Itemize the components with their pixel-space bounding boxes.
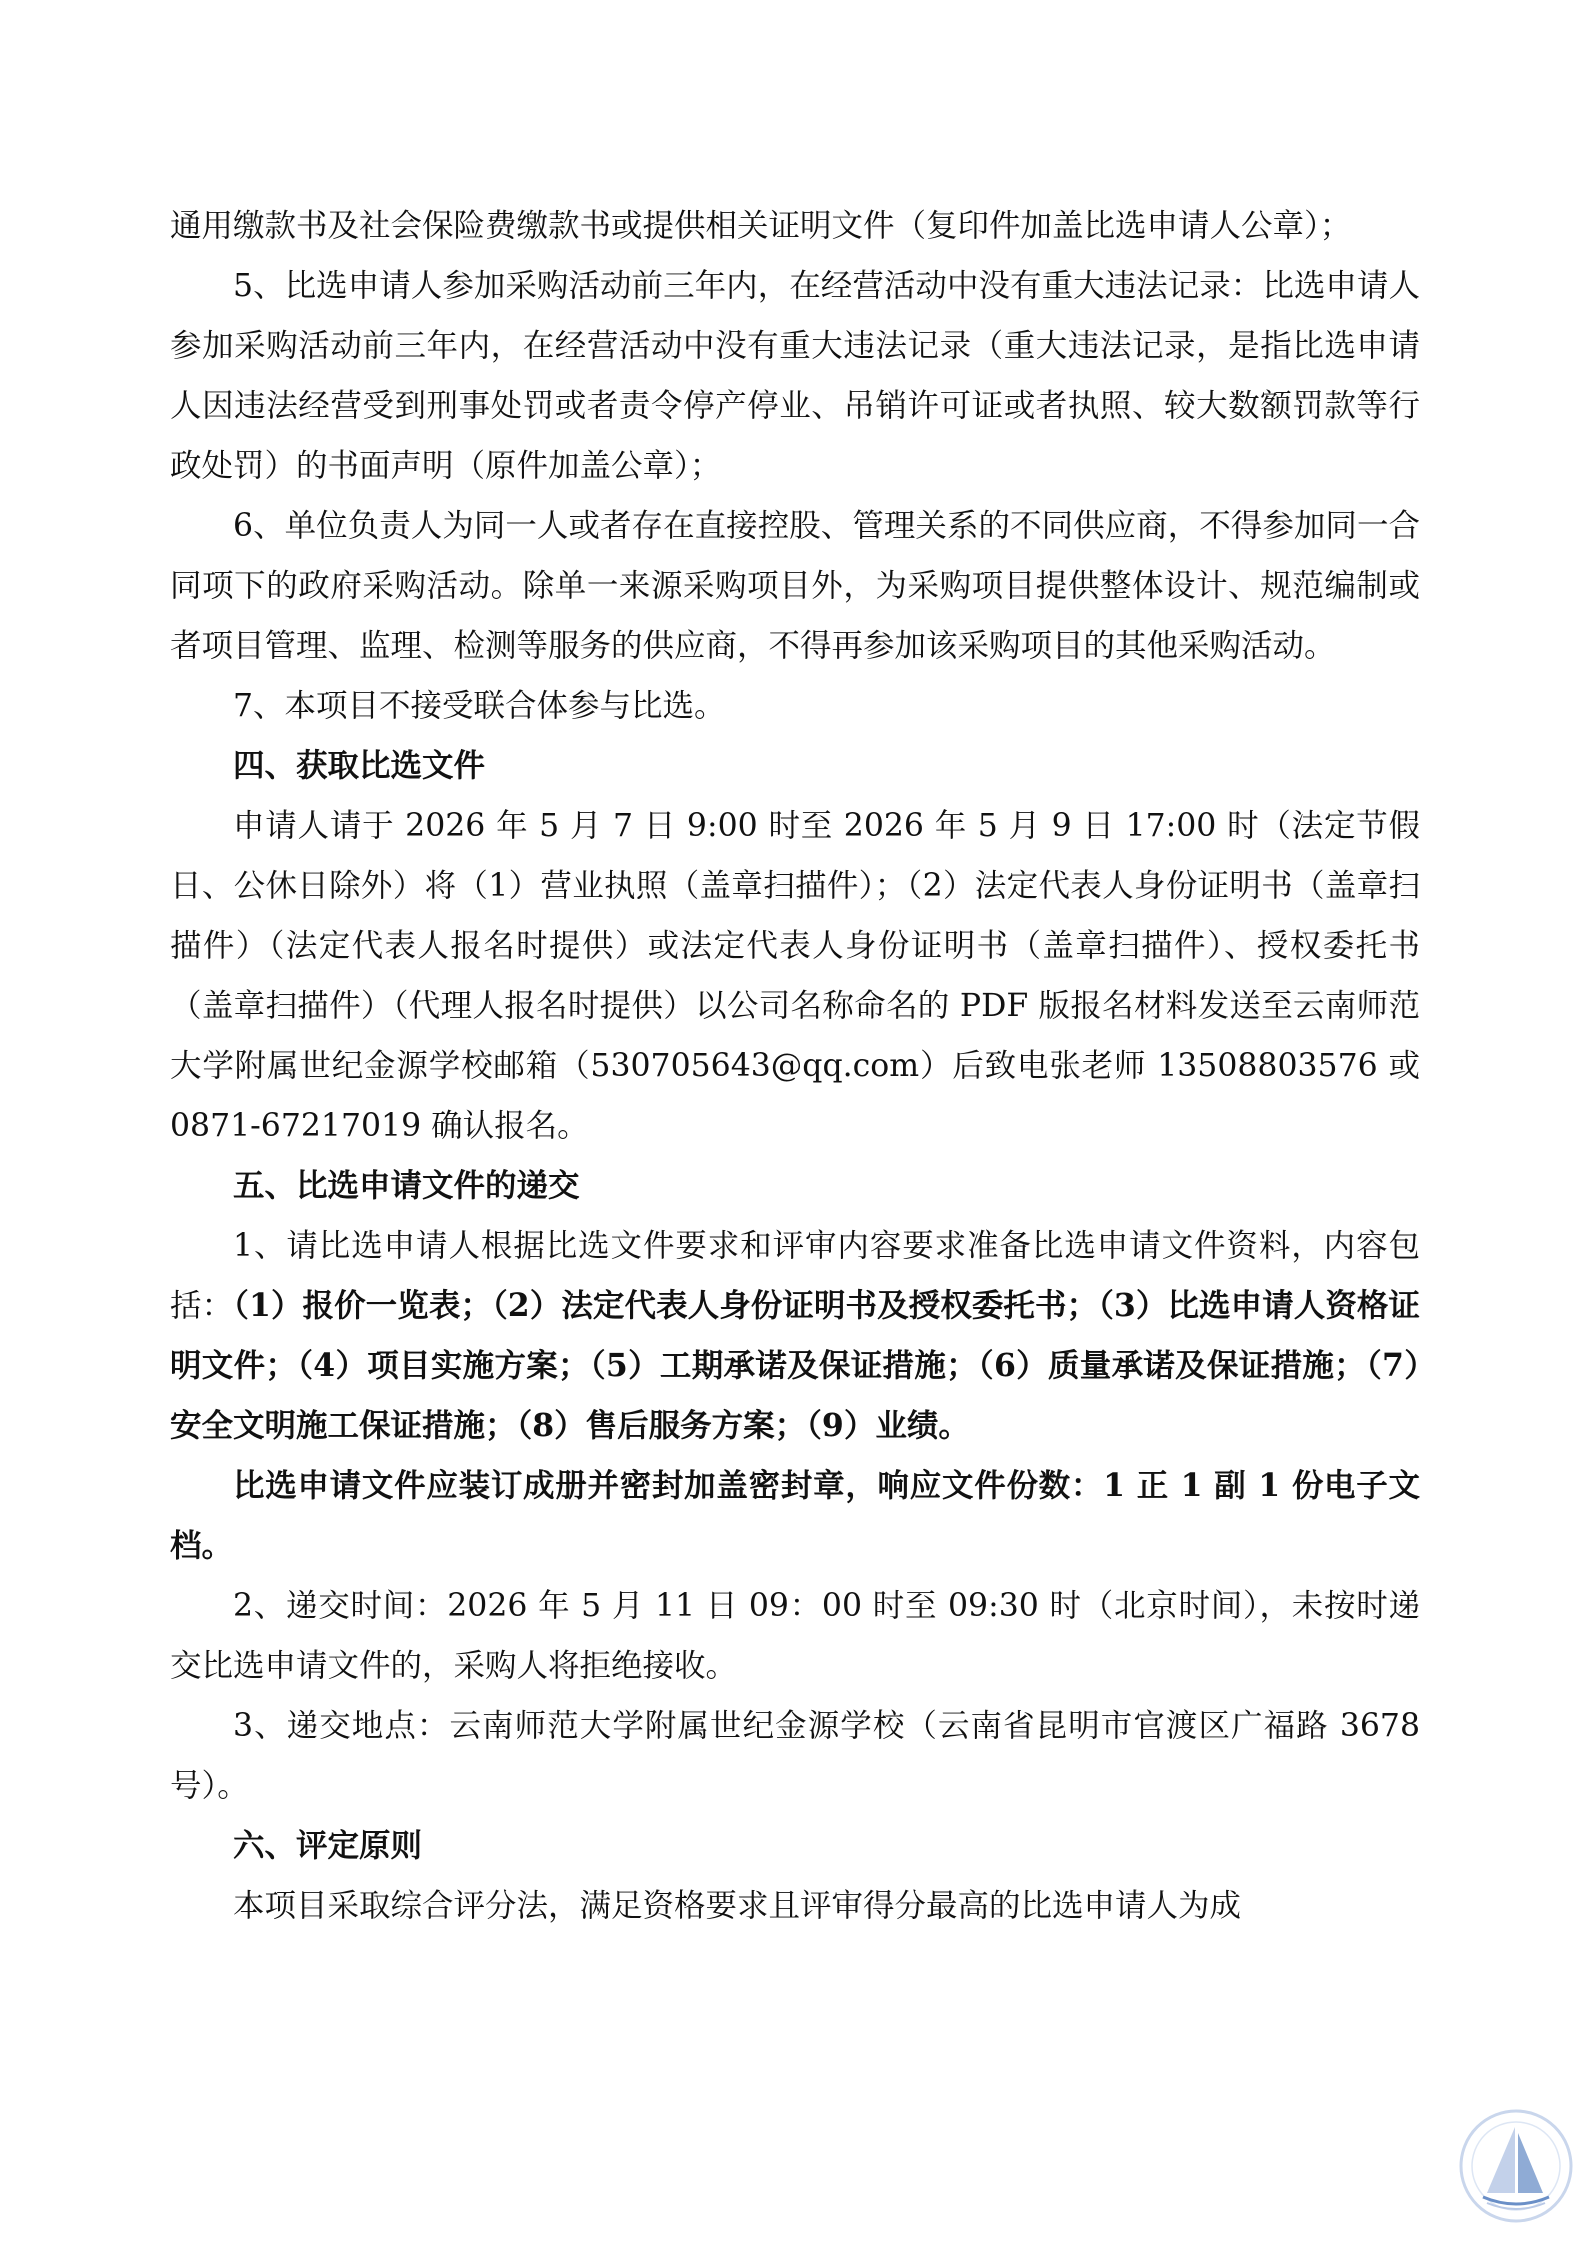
submission-contents-list: （1）报价一览表；（2）法定代表人身份证明书及授权委托书；（3）比选申请人资格证明文件；（4）项目实施方案；（5）工期承诺及保证措施；（6）质量承诺及保证措施；（7）安全文明施工保证措施；（8）售后服务方案；（9）业绩。 (170, 1287, 1420, 1444)
section-heading-5: 五、比选申请文件的递交 (233, 1167, 580, 1204)
paragraph-continued: 通用缴款书及社会保险费缴款书或提供相关证明文件（复印件加盖比选申请人公章）； (170, 208, 1352, 244)
submission-contents-intro: 1、请比选申请人根据比选文件要求和评审内容要求准备比选申请文件资料，内容包括： (170, 1228, 1420, 1324)
section-heading-6: 六、评定原则 (233, 1827, 423, 1864)
section-heading-4: 四、获取比选文件 (233, 747, 486, 784)
paragraph-obtain-documents: 申请人请于 2026 年 5 月 7 日 9:00 时至 2026 年 5 月 9 日 17:00 时（法定节假日、公休日除外）将（1）营业执照（盖章扫描件）；（2）法定代表人身份证明书（盖章扫描件）（法定代表人报名时提供）或法定代表人身份证明书（盖章扫描件）、授权委托书（盖章扫描件）（代理人报名时提供）以公司名称命名的 PDF 版报名材料发送至云南师范大学附属世纪金源学校邮箱（530705643@qq.com）后致电张老师 13508803576 或 0871-67217019 确认报名。 (170, 808, 1420, 1144)
paragraph-evaluation-principle: 本项目采取综合评分法，满足资格要求且评审得分最高的比选申请人为成 (233, 1888, 1242, 1924)
paragraph-item-6: 6、单位负责人为同一人或者存在直接控股、管理关系的不同供应商，不得参加同一合同项下的政府采购活动。除单一来源采购项目外，为采购项目提供整体设计、规范编制或者项目管理、监理、检测等服务的供应商，不得再参加该采购项目的其他采购活动。 (170, 508, 1420, 664)
paragraph-item-7: 7、本项目不接受联合体参与比选。 (233, 688, 726, 724)
paragraph-submission-contents (170, 1216, 1420, 1456)
document-body (170, 196, 1420, 1936)
paragraph-submission-place: 3、递交地点：云南师范大学附属世纪金源学校（云南省昆明市官渡区广福路 3678 号）。 (170, 1708, 1420, 1804)
paragraph-binding-requirement: 比选申请文件应装订成册并密封加盖密封章，响应文件份数：1 正 1 副 1 份电子文档。 (170, 1467, 1420, 1564)
school-sail-logo-icon (1457, 2107, 1575, 2225)
paragraph-item-5: 5、比选申请人参加采购活动前三年内，在经营活动中没有重大违法记录：比选申请人参加采购活动前三年内，在经营活动中没有重大违法记录（重大违法记录，是指比选申请人因违法经营受到刑事处罚或者责令停产停业、吊销许可证或者执照、较大数额罚款等行政处罚）的书面声明（原件加盖公章）； (170, 268, 1420, 484)
paragraph-submission-time: 2、递交时间：2026 年 5 月 11 日 09：00 时至 09:30 时（北京时间），未按时递交比选申请文件的，采购人将拒绝接收。 (170, 1588, 1420, 1684)
